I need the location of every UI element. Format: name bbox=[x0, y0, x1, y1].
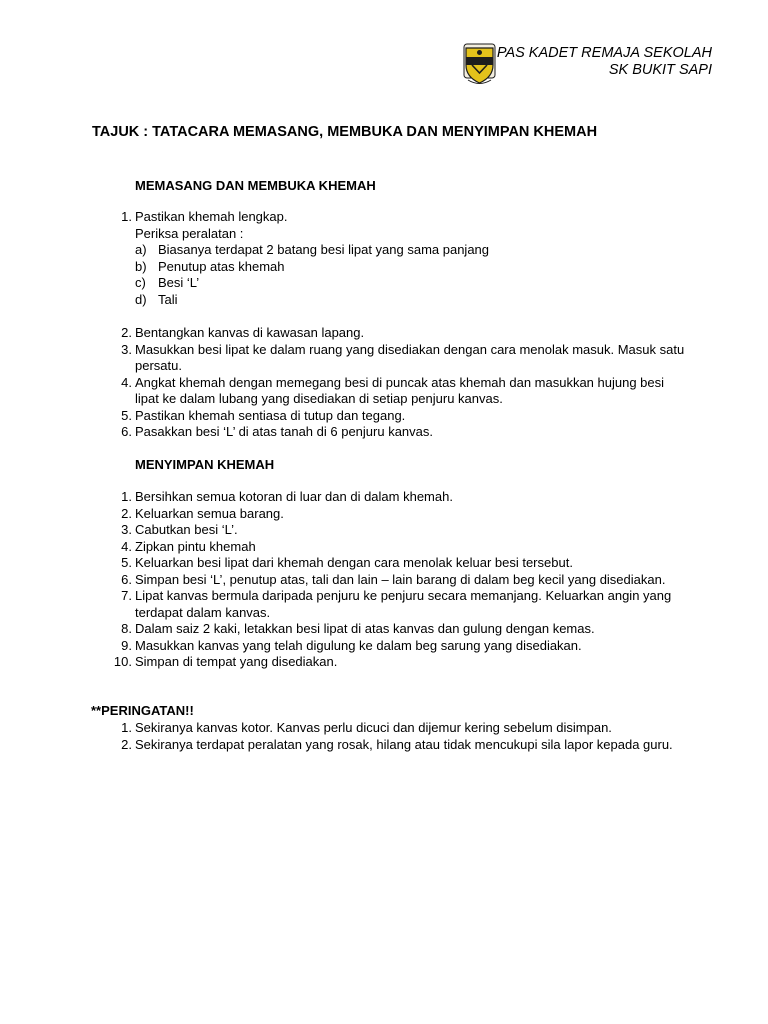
list-text: Simpan di tempat yang disediakan. bbox=[135, 654, 338, 669]
list-number: 1 . bbox=[110, 489, 132, 506]
list-number: 1 . bbox=[110, 209, 132, 226]
equipment-checklist bbox=[135, 242, 690, 308]
list-text: Bentangkan kanvas di kawasan lapang. bbox=[135, 325, 365, 340]
list-text: Angkat khemah dengan memegang besi di puncak atas khemah dan masukkan hujung besi lipat ke dalam lubang yang disediakan di setiap penjuru kanvas. bbox=[135, 374, 665, 406]
list-text: Periksa peralatan : bbox=[135, 225, 244, 241]
list-item bbox=[110, 621, 690, 638]
list-text: Masukkan besi lipat ke dalam ruang yang disediakan dengan cara menolak masuk. Masuk satu persatu. bbox=[135, 341, 685, 373]
list-item bbox=[110, 737, 690, 754]
list-text: Pastikan khemah sentiasa di tutup dan tegang. bbox=[135, 407, 406, 423]
sub-list-item bbox=[135, 259, 690, 276]
sub-list-text: Besi ‘L’ bbox=[158, 275, 200, 290]
list-item bbox=[110, 424, 690, 441]
sub-list-text: Biasanya terdapat 2 batang besi lipat yang sama panjang bbox=[158, 242, 490, 257]
list-text: Lipat kanvas bermula daripada penjuru ke penjuru secara memanjang. Keluarkan angin yang terdapat dalam kanvas. bbox=[135, 588, 672, 620]
list-number: 9 . bbox=[110, 638, 132, 655]
list-text: Simpan besi ‘L’, penutup atas, tali dan lain – lain barang di dalam beg kecil yang disediakan. bbox=[135, 571, 666, 587]
list-number: 4 . bbox=[110, 375, 132, 392]
list-number: 7 . bbox=[110, 588, 132, 605]
list-number: 1 . bbox=[110, 720, 132, 737]
warning-list bbox=[110, 720, 690, 753]
list-text: Sekiranya kanvas kotor. Kanvas perlu dicuci dan dijemur kering sebelum disimpan. bbox=[135, 720, 612, 735]
list-text: Pastikan khemah lengkap. bbox=[135, 209, 288, 224]
list-item bbox=[110, 638, 690, 655]
list-item bbox=[110, 720, 690, 737]
school-crest-logo-icon bbox=[463, 43, 496, 87]
storage-steps-list bbox=[110, 489, 690, 671]
list-item bbox=[110, 209, 690, 308]
list-item bbox=[110, 654, 690, 671]
section-heading-setup: MEMASANG DAN MEMBUKA KHEMAH bbox=[135, 178, 376, 193]
list-number: 10 . bbox=[110, 654, 132, 671]
list-text: Bersihkan semua kotoran di luar dan di dalam khemah. bbox=[135, 489, 453, 504]
setup-steps-list bbox=[110, 209, 690, 308]
list-text: Zipkan pintu khemah bbox=[135, 538, 256, 554]
list-number: 4 . bbox=[110, 539, 132, 556]
document-title: TAJUK : TATACARA MEMASANG, MEMBUKA DAN MENYIMPAN KHEMAH bbox=[92, 124, 598, 140]
header-school: SK BUKIT SAPI bbox=[608, 62, 712, 78]
list-text: Keluarkan besi lipat dari khemah dengan cara menolak keluar besi tersebut. bbox=[135, 555, 573, 570]
list-number: 8 . bbox=[110, 621, 132, 638]
list-text: Keluarkan semua barang. bbox=[135, 505, 284, 521]
list-number: 3 . bbox=[110, 342, 132, 359]
sub-list-item bbox=[135, 275, 690, 292]
list-item bbox=[110, 539, 690, 556]
sub-list-letter: d ) bbox=[135, 292, 147, 309]
list-number: 5 . bbox=[110, 555, 132, 572]
list-number: 5 . bbox=[110, 408, 132, 425]
list-item bbox=[110, 325, 690, 342]
list-item bbox=[110, 489, 690, 506]
sub-list-letter: b ) bbox=[135, 259, 147, 276]
header-organization: PAS KADET REMAJA SEKOLAH bbox=[496, 45, 712, 61]
list-item bbox=[110, 555, 690, 572]
list-text: Masukkan kanvas yang telah digulung ke dalam beg sarung yang disediakan. bbox=[135, 637, 582, 653]
document-header bbox=[497, 45, 712, 79]
list-number: 6 . bbox=[110, 424, 132, 441]
sub-list-letter: c ) bbox=[135, 275, 146, 292]
list-item bbox=[110, 375, 690, 408]
list-item bbox=[110, 506, 690, 523]
warning-heading: **PERINGATAN!! bbox=[91, 703, 194, 718]
sub-list-item bbox=[135, 292, 690, 309]
list-item bbox=[110, 522, 690, 539]
section-heading-storage: MENYIMPAN KHEMAH bbox=[135, 457, 275, 472]
sub-list-item bbox=[135, 242, 690, 259]
sub-list-letter: a ) bbox=[135, 242, 147, 259]
list-item bbox=[110, 572, 690, 589]
setup-steps-list-continued bbox=[110, 325, 690, 441]
list-number: 2 . bbox=[110, 506, 132, 523]
list-item bbox=[110, 408, 690, 425]
list-number: 2 . bbox=[110, 737, 132, 754]
list-number: 2 . bbox=[110, 325, 132, 342]
sub-list-text: Penutup atas khemah bbox=[158, 258, 285, 274]
list-text: Cabutkan besi ‘L’. bbox=[135, 522, 238, 537]
list-item bbox=[110, 588, 690, 621]
list-number: 6 . bbox=[110, 572, 132, 589]
list-text: Dalam saiz 2 kaki, letakkan besi lipat di atas kanvas dan gulung dengan kemas. bbox=[135, 621, 595, 636]
list-item bbox=[110, 342, 690, 375]
list-text: Sekiranya terdapat peralatan yang rosak, hilang atau tidak mencukupi sila lapor kepada guru. bbox=[135, 736, 673, 752]
list-text: Pasakkan besi ‘L’ di atas tanah di 6 penjuru kanvas. bbox=[135, 424, 433, 439]
list-number: 3 . bbox=[110, 522, 132, 539]
sub-list-text: Tali bbox=[158, 291, 178, 307]
